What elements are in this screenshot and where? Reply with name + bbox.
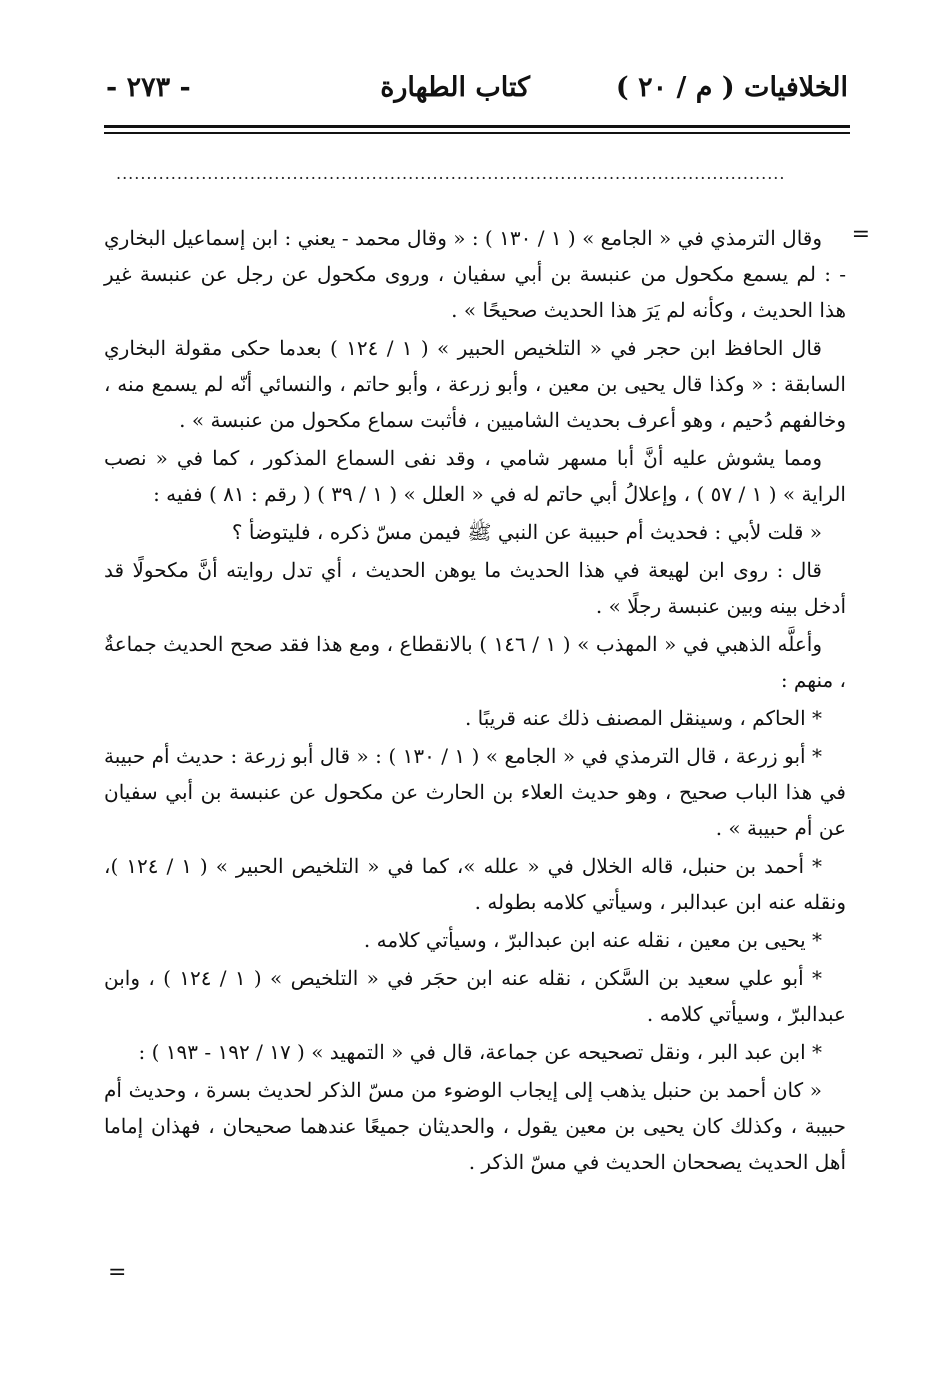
section-title: كتاب الطهارة bbox=[380, 72, 530, 103]
header-rule-thin bbox=[104, 132, 850, 134]
continuation-mark-top: = bbox=[851, 222, 870, 247]
list-item-abu-zura: * أبو زرعة ، قال الترمذي في « الجامع » ( ١ / ١٣٠ ) : « قال أبو زرعة : حديث أم حبيبة في هذا الباب صحيح ، وهو حديث العلاء بن الحارث عن مكحول عن عنبسة بن أبي سفيان عن أم حبيبة » . bbox=[104, 744, 846, 840]
footnote-separator: .............................................................................................................. bbox=[116, 164, 786, 182]
quote-tamhid: « كان أحمد بن حنبل يذهب إلى إيجاب الوضوء من مسّ الذكر لحديث بسرة ، وحديث أم حبيبة ، وكذلك كان يحيى بن معين يقول ، والحديثان جميعًا عندهما صحيحان ، فهذان إماما أهل الحديث يصححان الحديث في مسّ الذكر . bbox=[104, 1078, 846, 1174]
paragraph-4: « قلت لأبي : فحديث أم حبيبة عن النبي ﷺ فيمن مسّ ذكره ، فليتوضأ ؟ bbox=[231, 520, 822, 544]
paragraph-3: ومما يشوش عليه أنَّ أبا مسهر شامي ، وقد نفى السماع المذكور ، كما في « نصب الراية » ( ١ / ٥٧ ) ، وإعلالُ أبي حاتم له في « العلل » ( ١ / ٣٩ ) ( رقم : ٨١ ) ففيه : bbox=[104, 446, 846, 506]
list-item-yahya: * يحيى بن معين ، نقله عنه ابن عبدالبرّ ، وسيأتي كلامه . bbox=[363, 928, 822, 952]
header-rule-thick bbox=[104, 125, 850, 128]
paragraph-1: وقال الترمذي في « الجامع » ( ١ / ١٣٠ ) : « وقال محمد - يعني : ابن إسماعيل البخاري - : لم يسمع مكحول من عنبسة بن أبي سفيان ، وروى مكحول عن رجل عن عنبسة غير هذا الحديث ، وكأنه لم يَرَ هذا الحديث صحيحًا » . bbox=[104, 226, 846, 322]
paragraph-2: قال الحافظ ابن حجر في « التلخيص الحبير » ( ١ / ١٢٤ ) بعدما حكى مقولة البخاري السابقة : « وكذا قال يحيى بن معين ، وأبو زرعة ، وأبو حاتم ، والنسائي أنّه لم يسمع منه ، وخالفهم دُحيم ، وهو أعرف بحديث الشاميين ، فأثبت سماع مكحول من عنبسة » . bbox=[104, 336, 846, 432]
footnote-body bbox=[104, 220, 846, 1182]
paragraph-5: قال : روى ابن لهيعة في هذا الحديث ما يوهن الحديث ، أي تدل روايته أنَّ مكحولًا قد أدخل بينه وبين عنبسة رجلًا » . bbox=[104, 558, 846, 618]
book-part-label: الخلافيات ( م / ٢٠ ) bbox=[615, 72, 848, 103]
list-item-hakim: * الحاكم ، وسينقل المصنف ذلك عنه قريبًا . bbox=[464, 706, 822, 730]
paragraph-6: وأعلَّه الذهبي في « المهذب » ( ١ / ١٤٦ ) بالانقطاع ، ومع هذا فقد صحح الحديث جماعةٌ ، منهم : bbox=[104, 632, 846, 692]
page-number: - ٢٧٣ - bbox=[106, 72, 191, 103]
list-item-ahmad: * أحمد بن حنبل، قاله الخلال في « علله »، كما في « التلخيص الحبير » ( ١ / ١٢٤ )، ونقله عنه ابن عبدالبر ، وسيأتي كلامه بطوله . bbox=[104, 854, 846, 914]
page-header bbox=[106, 72, 848, 112]
list-item-ibn-abdulbarr: * ابن عبد البر ، ونقل تصحيحه عن جماعة، قال في « التمهيد » ( ١٧ / ١٩٢ - ١٩٣ ) : bbox=[138, 1040, 822, 1064]
continuation-mark-bottom: = bbox=[108, 1260, 127, 1285]
list-item-ibn-sakan: * أبو علي سعيد بن السَّكن ، نقله عنه ابن حجَر في « التلخيص » ( ١ / ١٢٤ ) ، وابن عبدالبرّ ، وسيأتي كلامه . bbox=[104, 966, 846, 1026]
